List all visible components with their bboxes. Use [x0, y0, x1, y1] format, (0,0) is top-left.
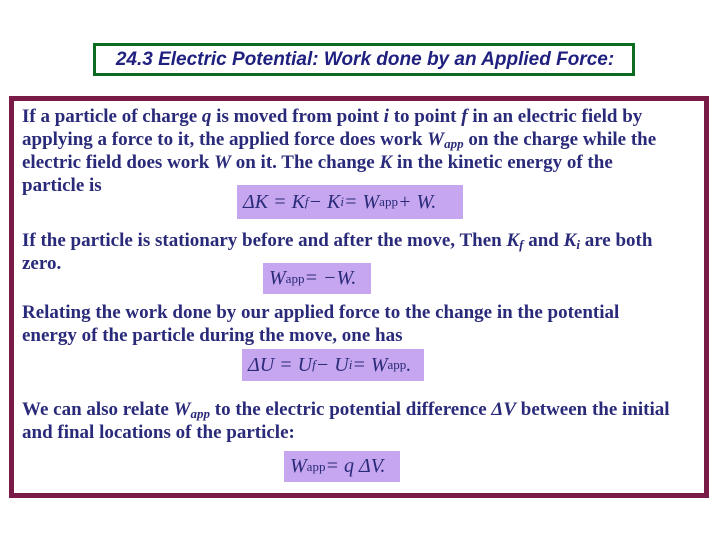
equation-work-applied: W app = −W. — [263, 263, 371, 294]
slide-title-box — [93, 43, 635, 76]
equation-potential-energy: ΔU = U f − U i = W app . — [242, 349, 424, 381]
slide-title: 24.3 Electric Potential: Work done by an Applied Force: — [115, 48, 615, 70]
paragraph-3-line-2: energy of the particle during the move, one has — [22, 325, 403, 346]
paragraph-3-line-1: Relating the work done by our applied force to the change in the potential — [22, 302, 620, 323]
paragraph-1-line-2: applying a force to it, the applied force does work $W_{app}$ on the charge while the — [22, 129, 657, 151]
paragraph-1-line-1: If a particle of charge q is moved from point i to point f in an electric field by — [22, 106, 643, 127]
content-panel — [9, 96, 709, 498]
paragraph-2-line-2: zero. — [22, 253, 62, 274]
paragraph-1-line-4: particle is — [22, 175, 102, 196]
equation-kinetic-energy: ΔK = K f − K i = W app + W. — [237, 185, 463, 219]
paragraph-1-line-3: electric field does work W on it. The change K in the kinetic energy of the — [22, 152, 613, 173]
paragraph-2-line-1: If the particle is stationary before and after the move, Then $K_f$ and $K_i$ are both — [22, 230, 653, 252]
paragraph-4-line-2: and final locations of the particle: — [22, 422, 295, 443]
equation-potential-difference: W app = q ΔV. — [284, 451, 400, 482]
paragraph-4-line-1: We can also relate $W_{app}$ to the electric potential difference ΔV between the initial — [22, 399, 670, 421]
